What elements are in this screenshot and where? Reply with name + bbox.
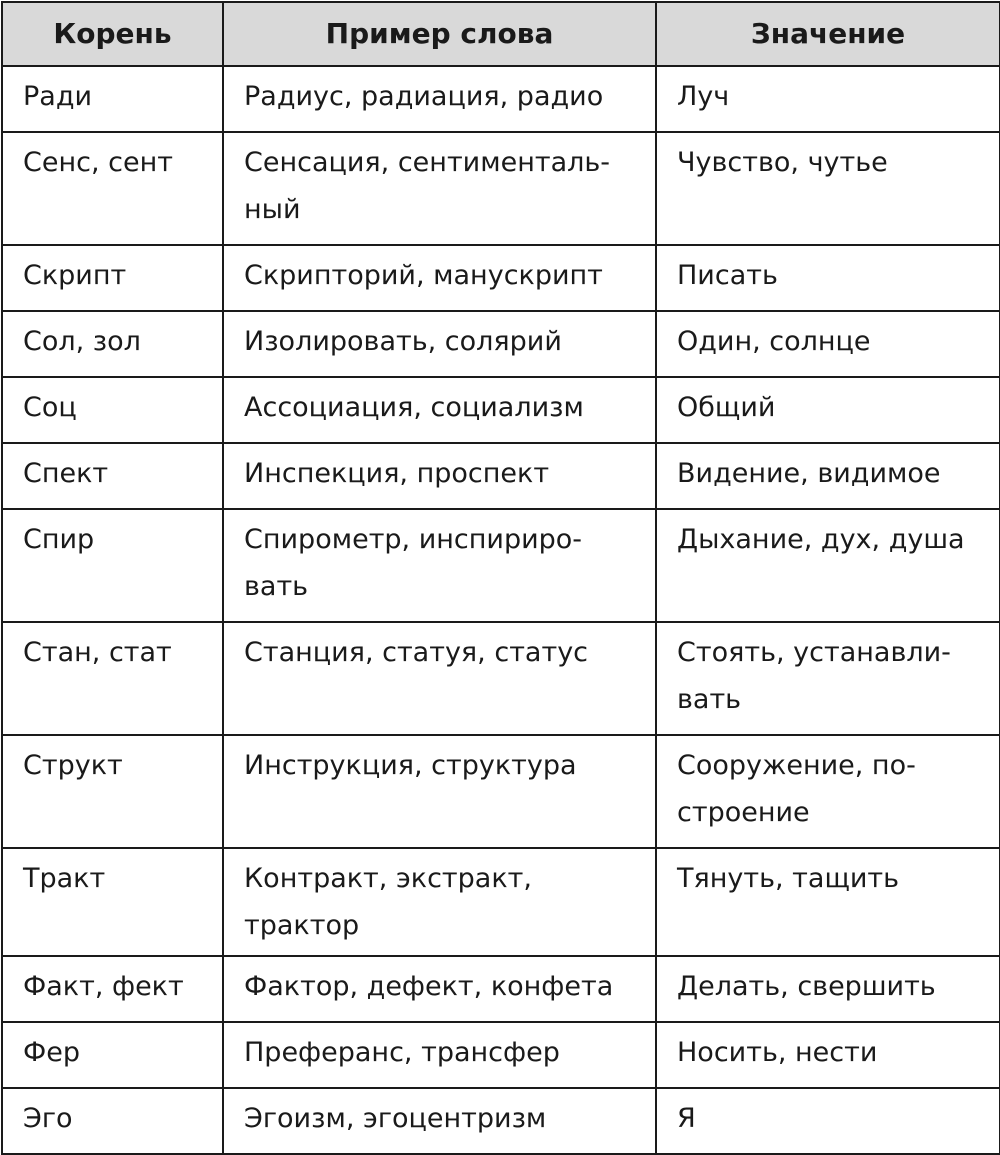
cell-example: Спирометр, инспириро- вать — [223, 509, 656, 622]
table-row — [2, 245, 1000, 311]
cell-meaning: Общий — [656, 377, 1000, 443]
cell-root: Спект — [2, 443, 223, 509]
cell-example: Сенсация, сентименталь- ный — [223, 132, 656, 245]
cell-example: Контракт, экстракт, трактор — [223, 848, 656, 956]
cell-meaning: Носить, нести — [656, 1022, 1000, 1088]
cell-root: Эго — [2, 1088, 223, 1154]
cell-example: Изолировать, солярий — [223, 311, 656, 377]
cell-meaning: Чувство, чутье — [656, 132, 1000, 245]
header-root: Корень — [2, 2, 223, 66]
cell-root: Стан, стат — [2, 622, 223, 735]
cell-example: Эгоизм, эгоцентризм — [223, 1088, 656, 1154]
table-row — [2, 377, 1000, 443]
cell-root: Ради — [2, 66, 223, 132]
cell-meaning: Один, солнце — [656, 311, 1000, 377]
cell-example: Радиус, радиация, радио — [223, 66, 656, 132]
cell-root: Соц — [2, 377, 223, 443]
cell-example: Преферанс, трансфер — [223, 1022, 656, 1088]
cell-root: Сенс, сент — [2, 132, 223, 245]
table-row — [2, 735, 1000, 848]
cell-meaning: Луч — [656, 66, 1000, 132]
cell-meaning: Сооружение, по- строение — [656, 735, 1000, 848]
cell-example: Инспекция, проспект — [223, 443, 656, 509]
table-row — [2, 1088, 1000, 1154]
table-row — [2, 311, 1000, 377]
table-row — [2, 848, 1000, 956]
cell-root: Сол, зол — [2, 311, 223, 377]
cell-root: Спир — [2, 509, 223, 622]
cell-root: Структ — [2, 735, 223, 848]
table-row — [2, 1022, 1000, 1088]
table-row — [2, 66, 1000, 132]
table-row — [2, 509, 1000, 622]
cell-meaning: Тянуть, тащить — [656, 848, 1000, 956]
cell-meaning: Писать — [656, 245, 1000, 311]
cell-root: Факт, фект — [2, 956, 223, 1022]
cell-meaning: Видение, видимое — [656, 443, 1000, 509]
cell-example: Фактор, дефект, конфета — [223, 956, 656, 1022]
cell-root: Скрипт — [2, 245, 223, 311]
cell-meaning: Дыхание, дух, душа — [656, 509, 1000, 622]
cell-meaning: Я — [656, 1088, 1000, 1154]
cell-meaning: Делать, свершить — [656, 956, 1000, 1022]
cell-root: Тракт — [2, 848, 223, 956]
cell-example: Ассоциация, социализм — [223, 377, 656, 443]
roots-table — [1, 1, 1000, 1155]
cell-example: Станция, статуя, статус — [223, 622, 656, 735]
cell-example: Скрипторий, манускрипт — [223, 245, 656, 311]
cell-root: Фер — [2, 1022, 223, 1088]
table-row — [2, 956, 1000, 1022]
table-header-row — [2, 2, 1000, 66]
cell-example: Инструкция, структура — [223, 735, 656, 848]
header-meaning: Значение — [656, 2, 1000, 66]
table-row — [2, 622, 1000, 735]
table-row — [2, 443, 1000, 509]
header-example: Пример слова — [223, 2, 656, 66]
table-row — [2, 132, 1000, 245]
cell-meaning: Стоять, устанавли- вать — [656, 622, 1000, 735]
